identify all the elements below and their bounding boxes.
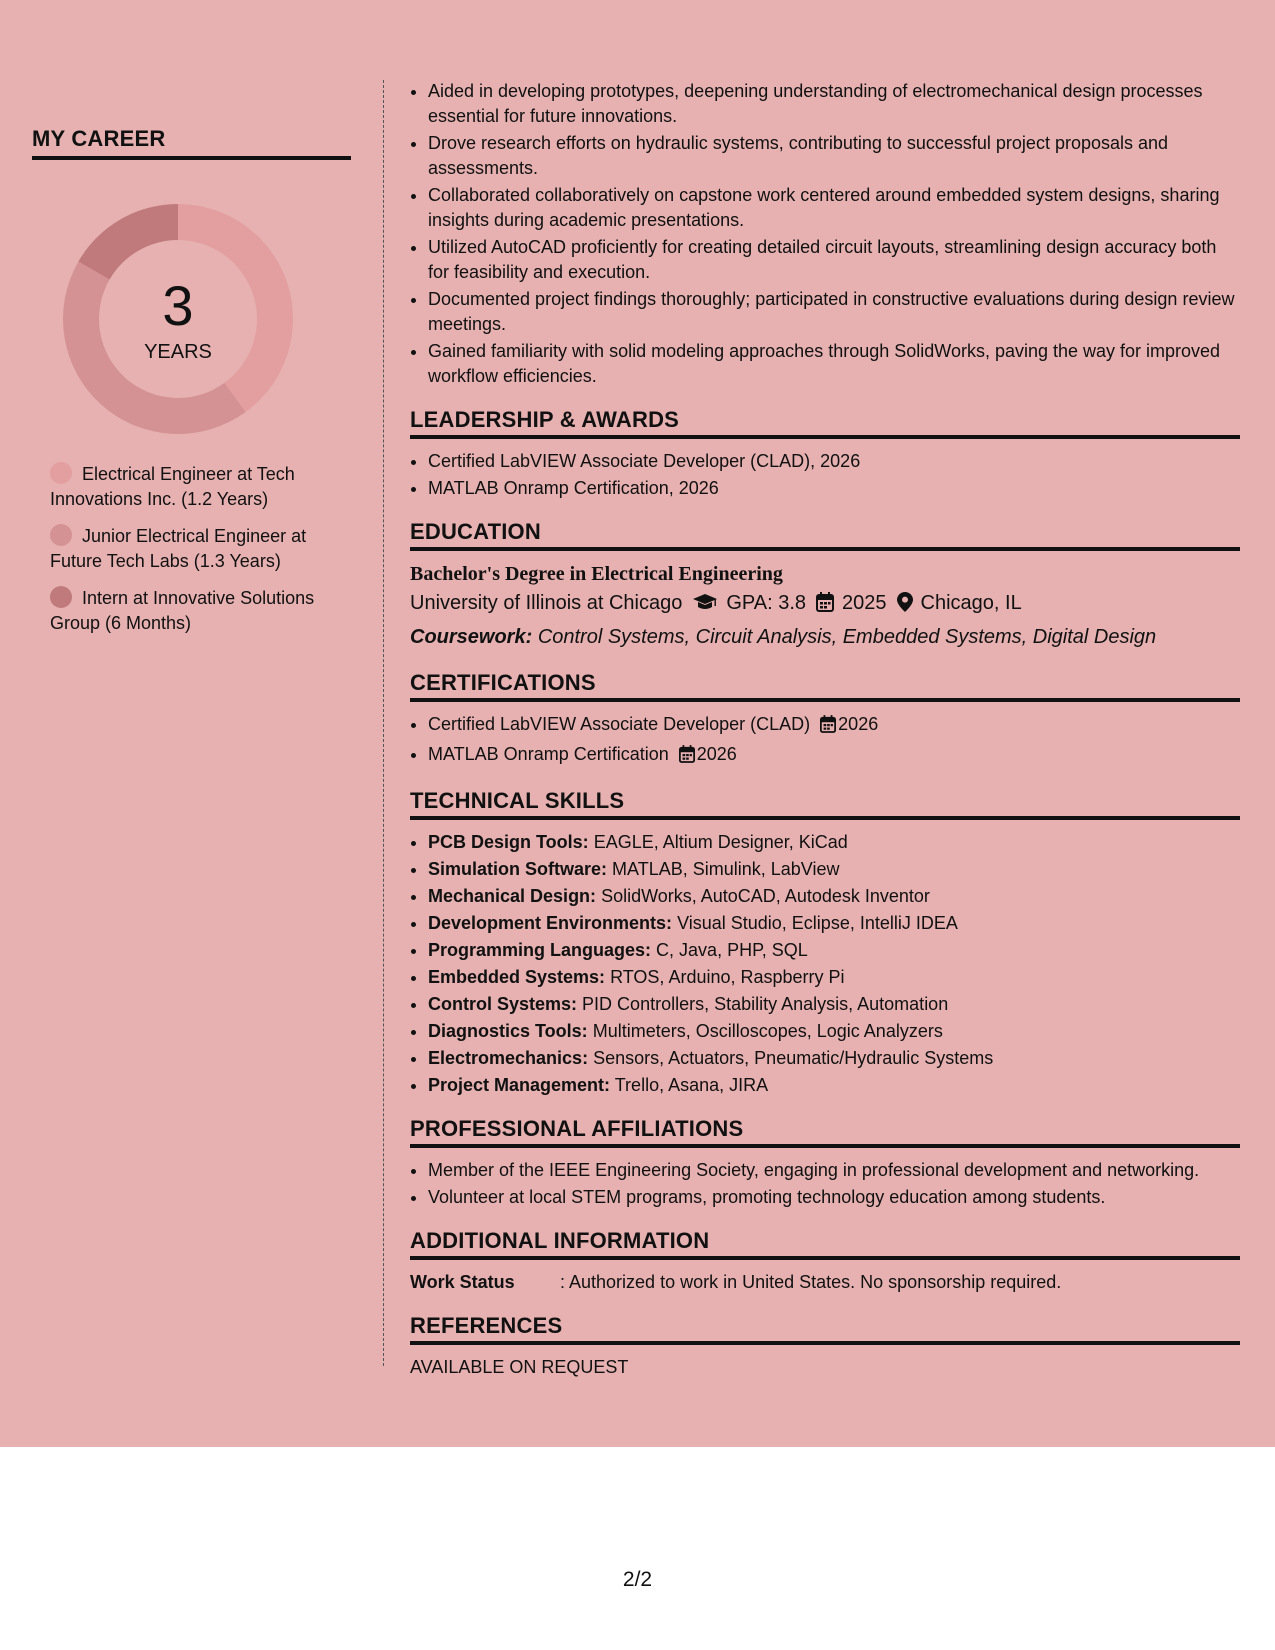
graduation-year: 2025 — [842, 592, 887, 614]
skill-category: Simulation Software: — [428, 859, 608, 879]
affiliations-heading: PROFESSIONAL AFFILIATIONS — [410, 1116, 1240, 1148]
calendar-icon — [820, 715, 836, 740]
legend-item — [50, 586, 340, 636]
work-status-label: Work Status — [410, 1272, 515, 1292]
total-years-unit: YEARS — [144, 341, 212, 363]
list-item: • Certified LabVIEW Associate Developer (CLAD), 2026 — [428, 449, 1240, 474]
career-heading: MY CAREER — [32, 126, 351, 160]
work-status-value: : Authorized to work in United States. No sponsorship required. — [560, 1272, 1062, 1292]
career-legend — [50, 462, 340, 636]
skill-category: Electromechanics: — [428, 1048, 589, 1068]
list-item — [428, 911, 1240, 936]
additional-info-heading: ADDITIONAL INFORMATION — [410, 1228, 1240, 1260]
column-divider — [383, 80, 384, 1366]
references-text: AVAILABLE ON REQUEST — [410, 1357, 629, 1377]
list-item: • Documented project findings thoroughly; participated in constructive evaluations during design review meetings. — [428, 287, 1240, 337]
skill-values: RTOS, Arduino, Raspberry Pi — [610, 967, 845, 987]
education-details — [410, 587, 1240, 622]
graduation-cap-icon — [692, 590, 718, 622]
degree-title: Bachelor's Degree in Electrical Engineering — [410, 563, 783, 585]
list-item: • Utilized AutoCAD proficiently for creating detailed circuit layouts, streamlining design accuracy both for feasibility and execution. — [428, 235, 1240, 285]
skill-values: Sensors, Actuators, Pneumatic/Hydraulic Systems — [593, 1048, 994, 1068]
calendar-icon — [679, 745, 695, 770]
skill-category: Diagnostics Tools: — [428, 1021, 588, 1041]
list-item — [428, 712, 1240, 740]
legend-item — [50, 524, 340, 574]
skill-category: Project Management: — [428, 1075, 611, 1095]
list-item — [428, 965, 1240, 990]
skill-category: Mechanical Design: — [428, 886, 597, 906]
main-content — [410, 79, 1240, 1380]
list-item — [428, 857, 1240, 882]
certification-name: Certified LabVIEW Associate Developer (CLAD) — [428, 714, 811, 734]
page-number: 2/2 — [622, 1568, 653, 1591]
list-item: • Gained familiarity with solid modeling approaches through SolidWorks, paving the way for improved workflow efficiencies. — [428, 339, 1240, 389]
skill-category: Programming Languages: — [428, 940, 652, 960]
skill-category: Embedded Systems: — [428, 967, 606, 987]
list-item — [428, 884, 1240, 909]
total-years-value: 3 — [162, 274, 194, 337]
experience-bullets — [410, 79, 1240, 389]
skill-values: Trello, Asana, JIRA — [614, 1075, 769, 1095]
skill-values: Visual Studio, Eclipse, IntelliJ IDEA — [677, 913, 958, 933]
calendar-icon — [816, 590, 834, 622]
skills-list — [410, 830, 1240, 1098]
gpa-value: GPA: 3.8 — [726, 592, 807, 614]
leadership-heading: LEADERSHIP & AWARDS — [410, 407, 1240, 439]
list-item: • Collaborated collaboratively on capstone work centered around embedded system designs, sharing insights during academic presentations. — [428, 183, 1240, 233]
map-pin-icon — [897, 590, 913, 622]
list-item — [428, 1046, 1240, 1071]
career-sidebar — [32, 126, 351, 648]
skill-values: PID Controllers, Stability Analysis, Automation — [582, 994, 949, 1014]
legend-label: Junior Electrical Engineer at Future Tech Labs (1.3 Years) — [50, 526, 307, 571]
legend-label: Intern at Innovative Solutions Group (6 Months) — [50, 588, 315, 633]
school-name: University of Illinois at Chicago — [410, 592, 683, 614]
affiliations-list — [410, 1158, 1240, 1210]
certification-year: 2026 — [696, 744, 737, 764]
education-heading: EDUCATION — [410, 519, 1240, 551]
coursework-list: Control Systems, Circuit Analysis, Embedded Systems, Digital Design — [537, 626, 1157, 648]
list-item: • Aided in developing prototypes, deepening understanding of electromechanical design processes essential for future innovations. — [428, 79, 1240, 129]
coursework — [410, 622, 1240, 652]
list-item: • Member of the IEEE Engineering Society, engaging in professional development and networking. — [428, 1158, 1240, 1183]
legend-label: Electrical Engineer at Tech Innovations Inc. (1.2 Years) — [50, 464, 295, 509]
skill-values: SolidWorks, AutoCAD, Autodesk Inventor — [601, 886, 930, 906]
list-item — [428, 830, 1240, 855]
legend-dot — [50, 524, 72, 546]
list-item — [428, 742, 1240, 770]
skill-values: MATLAB, Simulink, LabView — [612, 859, 840, 879]
certification-name: MATLAB Onramp Certification — [428, 744, 669, 764]
skill-category: Development Environments: — [428, 913, 673, 933]
skills-heading: TECHNICAL SKILLS — [410, 788, 1240, 820]
list-item: • Drove research efforts on hydraulic systems, contributing to successful project proposals and assessments. — [428, 131, 1240, 181]
list-item — [428, 992, 1240, 1017]
school-location: Chicago, IL — [920, 592, 1022, 614]
legend-dot — [50, 586, 72, 608]
list-item — [428, 938, 1240, 963]
list-item: • MATLAB Onramp Certification, 2026 — [428, 476, 1240, 501]
certifications-heading: CERTIFICATIONS — [410, 670, 1240, 702]
list-item — [428, 1019, 1240, 1044]
legend-dot — [50, 462, 72, 484]
leadership-list — [410, 449, 1240, 501]
list-item: • Volunteer at local STEM programs, promoting technology education among students. — [428, 1185, 1240, 1210]
references-heading: REFERENCES — [410, 1313, 1240, 1345]
legend-item — [50, 462, 340, 512]
career-donut-chart — [63, 204, 293, 434]
coursework-label: Coursework: — [410, 626, 533, 648]
skill-category: PCB Design Tools: — [428, 832, 589, 852]
certifications-list — [410, 712, 1240, 770]
certification-year: 2026 — [838, 714, 879, 734]
skill-category: Control Systems: — [428, 994, 578, 1014]
list-item — [428, 1073, 1240, 1098]
skill-values: EAGLE, Altium Designer, KiCad — [593, 832, 848, 852]
donut-center-label — [63, 276, 293, 364]
donut-segment — [78, 204, 178, 280]
skill-values: C, Java, PHP, SQL — [656, 940, 808, 960]
work-status — [410, 1270, 1240, 1295]
skill-values: Multimeters, Oscilloscopes, Logic Analyzers — [592, 1021, 943, 1041]
education-entry — [410, 561, 1240, 652]
